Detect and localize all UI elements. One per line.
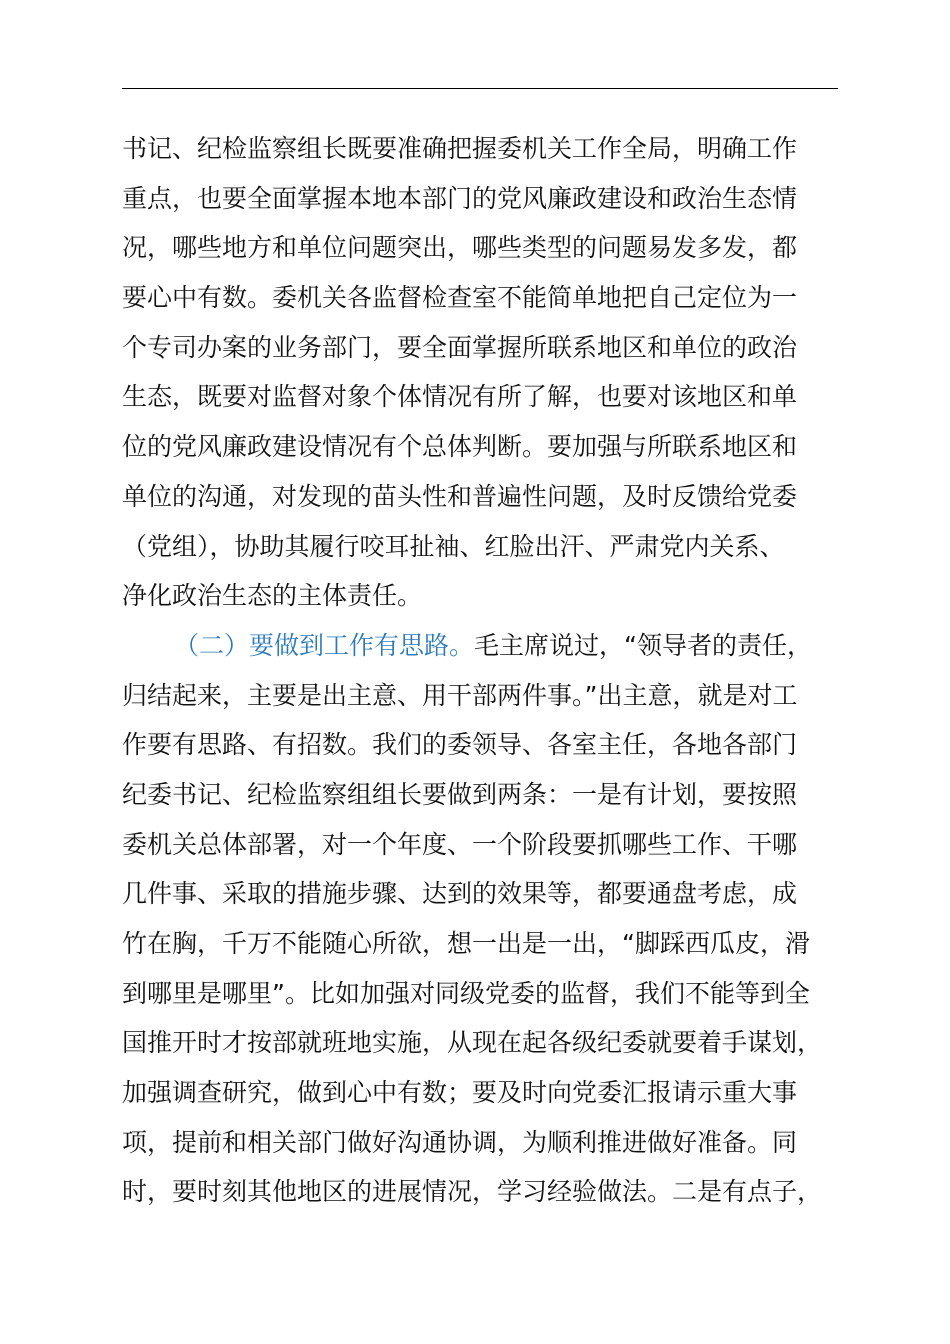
text-line-5: 个专司办案的业务部门，要全面掌握所联系地区和单位的政治: [122, 332, 798, 362]
section-first-line: [122, 621, 862, 671]
section-line-3: 纪委书记、纪检监察组组长要做到两条：一是有计划，要按照: [122, 779, 798, 809]
section-heading: （二）要做到工作有思路。: [174, 630, 475, 660]
document-body: [122, 124, 862, 1217]
section-line-1: 归结起来，主要是出主意、用干部两件事。”出主意，就是对工: [122, 680, 798, 710]
section-line-2: 作要有思路、有招数。我们的委领导、各室主任，各地各部门: [122, 730, 798, 760]
section-line-10: 项，提前和相关部门做好沟通协调，为顺利推进做好准备。同: [122, 1127, 798, 1157]
text-line-4: 要心中有数。委机关各监督检查室不能简单地把自己定位为一: [122, 283, 798, 313]
section-line-4: 委机关总体部署，对一个年度、一个阶段要抓哪些工作、干哪: [122, 829, 798, 859]
text-line-9: （党组），协助其履行咬耳扯袖、红脸出汗、严肃党内关系、: [122, 531, 785, 561]
section-line-8: 国推开时才按部就班地实施，从现在起各级纪委就要着手谋划，: [122, 1028, 823, 1058]
section-line-6: 竹在胸，千万不能随心所欲，想一出是一出，“脚踩西瓜皮，滑: [122, 929, 810, 958]
section-line-11: 时，要时刻其他地区的进展情况，学习经验做法。二是有点子，: [122, 1177, 823, 1207]
text-line-2: 重点，也要全面掌握本地本部门的党风廉政建设和政治生态情: [122, 183, 798, 213]
section-line-9: 加强调查研究，做到心中有数；要及时向党委汇报请示重大事: [122, 1078, 798, 1108]
text-line-10: 净化政治生态的主体责任。: [122, 581, 423, 611]
text-line-6: 生态，既要对监督对象个体情况有所了解，也要对该地区和单: [122, 382, 798, 412]
text-line-8: 单位的沟通，对发现的苗头性和普遍性问题，及时反馈给党委: [122, 481, 798, 511]
section-first-line-text: 毛主席说过，“领导者的责任，: [474, 630, 812, 660]
section-line-5: 几件事、采取的措施步骤、达到的效果等，都要通盘考虑，成: [122, 879, 798, 909]
header-rule: [122, 88, 838, 89]
text-line-1: 书记、纪检监察组长既要准确把握委机关工作全局，明确工作: [122, 134, 798, 163]
section-line-7: 到哪里是哪里”。比如加强对同级党委的监督，我们不能等到全: [122, 978, 810, 1008]
text-line-3: 况，哪些地方和单位问题突出，哪些类型的问题易发多发，都: [122, 233, 798, 263]
text-line-7: 位的党风廉政建设情况有个总体判断。要加强与所联系地区和: [122, 432, 798, 462]
